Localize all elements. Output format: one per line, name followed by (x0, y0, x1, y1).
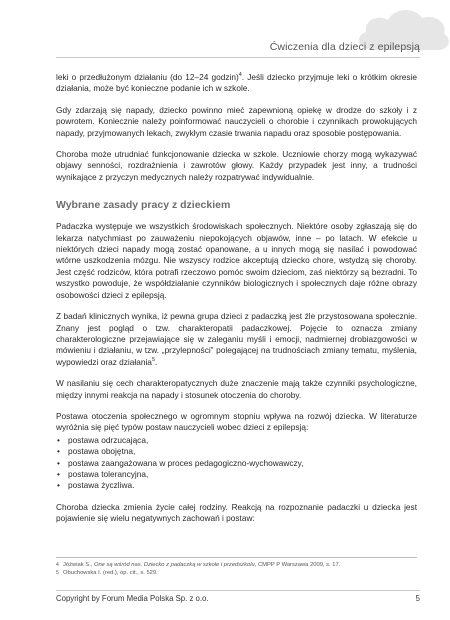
footer-divider (56, 590, 420, 591)
footnote-author: Jóźwiak S., (63, 562, 94, 568)
paragraph (56, 72, 417, 95)
footer-copyright: Copyright by Forum Media Polska Sp. z o.o. (56, 594, 209, 603)
footnote-title: One są wśród nas. Dziecko z padaczką w szkole i przedszkolu (93, 562, 255, 568)
footnote (56, 561, 417, 569)
paragraph (56, 502, 417, 525)
paragraph (56, 311, 417, 368)
paragraph (56, 378, 417, 401)
running-header-title: Ćwiczenia dla dzieci z epilepsją (269, 41, 420, 53)
paragraph-text: Choroba dziecka zmienia życie całej rodziny. Reakcją na rozpoznanie padaczki u dziecka jest pojawienie się wielu negatywnych zachowań i postaw: (56, 501, 417, 524)
list-item: • postawa życzliwa. (56, 480, 417, 491)
footnote-source: Obuchowska I. (red.), op. cit., s. 529. (63, 570, 158, 577)
paragraph-text: Postawa otoczenia społecznego w ogromnym stopniu wpływa na rozwój dziecka. W literaturze wyróżnia się pięć typów postaw nauczycieli wobec dzieci z epilepsją: (56, 410, 417, 433)
paragraph (56, 149, 417, 183)
paragraph-text: Padaczka występuje we wszystkich środowiskach społecznych. Niektóre osoby zgłaszają się do lekarza natychmiast po zauważeniu niepokojących objawów, inne – po latach. W efekcie u niektórych dzieci napady mogą zostać opanowane, a u innych mogą się nasilać i powodować wtórne uszkodzenia mózgu. Nie wszyscy rodzice akceptują dziecko chore, wstydzą się choroby. Jest część rodziców, która potrafi rzeczowo pomóc swoim dzieciom, zaś niektórzy są bezradni. To wszystko powoduje, że współdziałanie czynników biologicznych i społecznych daje różne obrazy osobowości dzieci z epilepsją. (56, 221, 417, 300)
list-item: • postawa odrzucająca, (56, 435, 417, 446)
paragraph-text: Choroba może utrudniać funkcjonowanie dziecka w szkole. Uczniowie chorzy mogą wykazywać objawy senności, rozdrażnienia i zawrotów głowy. Każdy przypadek jest inny, a trudności wynikające z przyczyn medycznych należy rozpatrywać indywidualnie. (56, 149, 417, 182)
paragraph (56, 221, 417, 301)
list-item: • postawa zaangażowana w proces pedagogiczno-wychowawczy, (56, 458, 417, 469)
paragraph-text: W nasilaniu się cech charakteropatycznych duże znaczenie mają także czynniki psychologiczne, między innymi reakcja na napady i stosunek otoczenia do choroby. (56, 378, 417, 400)
footnote-number: 4 (56, 562, 59, 568)
section-heading: Wybrane zasady pracy z dzieckiem (56, 199, 231, 212)
paragraph (56, 105, 417, 139)
footnote (56, 569, 417, 577)
footnote-reference: 4 (238, 72, 242, 79)
footnote-source: , CMPP P Warszawa 2009, s. 17. (254, 562, 341, 568)
list-item: • postawa tolerancyjna, (56, 469, 417, 480)
paragraph-text: Z badań klinicznych wynika, iż pewna grupa dzieci z padaczką jest źle przystosowana społecznie. Znany jest pogląd o tzw. charakteropatii padaczkowej. Pojęcie to oznacza zmiany charakterologiczne przejawiające się w zaleganiu myśli i emocji, nadmiernej drobiazgowości w mówieniu i działaniu, w tzw. „przylepności” polegającej na trudnościach zmiany tematu, myślenia, wypowiedzi oraz działania (56, 311, 417, 367)
paragraph-text: leki o przedłużonym działaniu (do 12–24 godzin) (56, 72, 239, 82)
paragraph (56, 411, 417, 434)
paragraph-text-continued: . (155, 356, 158, 367)
paragraph-text-continued: . Jeśli dziecko przyjmuje leki o krótkim okresie działania, może być konieczne podanie ich w szkole. (56, 72, 417, 94)
list-item: • postawa obojętna, (56, 446, 417, 457)
page-body (56, 72, 417, 535)
footnotes-section (56, 557, 417, 577)
page-number: 5 (415, 594, 420, 603)
header-divider (56, 57, 420, 58)
paragraph-text: Gdy zdarzają się napady, dziecko powinno mieć zapewnioną opiekę w drodze do szkoły i z powrotem. Koniecznie należy poinformować nauczycieli o chorobie i czynnikach prowokujących napady, przyjmowanych lekach, zwykłym czasie trwania napadu oraz sposobie postępowania. (56, 104, 417, 138)
bullet-list (56, 435, 417, 492)
footnote-number: 5 (56, 570, 59, 577)
footnote-reference: 5 (151, 356, 155, 363)
